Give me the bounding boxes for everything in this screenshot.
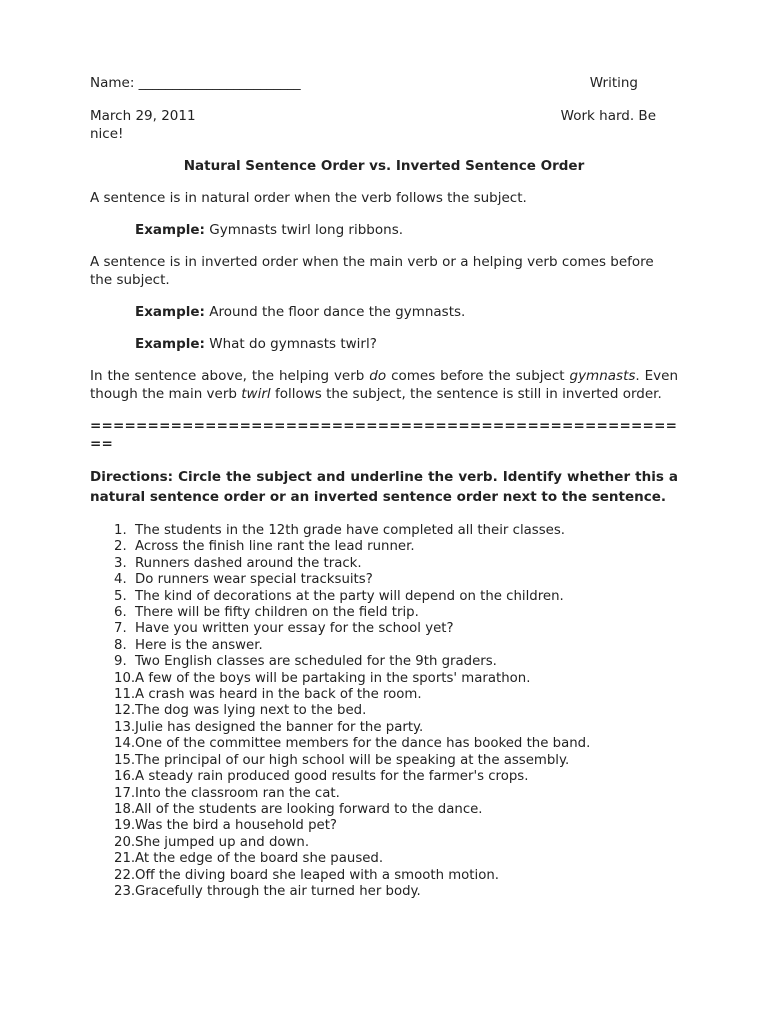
subject-label: Writing <box>589 75 638 91</box>
list-item <box>90 769 678 785</box>
directions: Directions: Circle the subject and underline the verb. Identify whether this a natural sentence order or an inverted sentence order next to the sentence. <box>90 469 678 505</box>
list-item <box>90 671 678 687</box>
header-row-1 <box>90 74 678 92</box>
item-number: 6. <box>114 605 127 621</box>
item-number: 22. <box>114 867 136 883</box>
list-item <box>90 802 678 818</box>
item-number: 21. <box>114 851 136 867</box>
item-text: A crash was heard in the back of the room. <box>135 687 422 703</box>
do-word: do <box>369 368 387 384</box>
natural-definition: A sentence is in natural order when the verb follows the subject. <box>90 190 527 206</box>
item-text: The kind of decorations at the party will depend on the children. <box>135 588 564 604</box>
motto-part1: Work hard. Be <box>560 108 656 124</box>
inverted-example-2 <box>90 335 678 353</box>
item-number: 7. <box>114 621 127 637</box>
example-text: Gymnasts twirl long ribbons. <box>209 222 404 238</box>
list-item <box>90 884 678 900</box>
header-row-3 <box>90 125 678 143</box>
worksheet-page <box>90 74 678 900</box>
item-number: 18. <box>114 801 136 817</box>
list-item <box>90 720 678 736</box>
item-number: 1. <box>114 523 127 538</box>
explanation-part2: comes before the subject <box>386 368 570 384</box>
item-text: One of the committee members for the dance has booked the band. <box>135 736 591 752</box>
item-number: 14. <box>114 736 136 752</box>
item-number: 10. <box>114 670 136 686</box>
list-item <box>90 703 678 719</box>
item-text: The dog was lying next to the bed. <box>135 703 367 719</box>
item-text: Gracefully through the air turned her body. <box>135 883 421 899</box>
inverted-example-1 <box>90 303 678 321</box>
item-text: Do runners wear special tracksuits? <box>135 572 373 588</box>
list-item <box>90 736 678 752</box>
list-item <box>90 818 678 834</box>
item-number: 19. <box>114 818 136 834</box>
inverted-definition: A sentence is in inverted order when the main verb or a helping verb comes before the subject. <box>90 254 654 288</box>
item-text: Julie has designed the banner for the party. <box>135 719 424 735</box>
natural-example <box>90 221 678 239</box>
item-text: All of the students are looking forward to the dance. <box>135 801 483 817</box>
item-number: 12. <box>114 703 136 719</box>
sentence-list <box>90 523 678 900</box>
item-text: There will be fifty children on the field trip. <box>135 605 419 621</box>
example-label: Example: <box>135 336 205 352</box>
item-text: She jumped up and down. <box>135 834 310 850</box>
item-text: A steady rain produced good results for the farmer's crops. <box>135 769 529 785</box>
item-number: 11. <box>114 687 136 703</box>
page-title: Natural Sentence Order vs. Inverted Sentence Order <box>183 158 585 174</box>
item-number: 3. <box>114 555 127 571</box>
item-number: 8. <box>114 637 127 653</box>
list-item <box>90 621 678 637</box>
item-number: 16. <box>114 769 136 785</box>
item-text: The principal of our high school will be speaking at the assembly. <box>135 752 570 768</box>
example-text: Around the floor dance the gymnasts. <box>209 304 466 320</box>
item-text: A few of the boys will be partaking in the sports' marathon. <box>135 670 531 686</box>
example-label: Example: <box>135 222 205 238</box>
list-item <box>90 638 678 654</box>
example-text: What do gymnasts twirl? <box>209 336 377 352</box>
list-item <box>90 539 678 555</box>
motto-part2: nice! <box>90 126 124 142</box>
gymnasts-word: gymnasts <box>569 368 636 384</box>
list-item <box>90 556 678 572</box>
item-text: The students in the 12th grade have completed all their classes. <box>135 523 565 538</box>
explanation-part3: . Even though the main verb <box>90 368 679 402</box>
item-text: Across the finish line rant the lead runner. <box>135 539 415 555</box>
item-text: Here is the answer. <box>135 637 263 653</box>
item-text: Into the classroom ran the cat. <box>135 785 340 801</box>
item-text: Runners dashed around the track. <box>135 555 362 571</box>
item-text: At the edge of the board she paused. <box>135 851 384 867</box>
explanation-paragraph <box>90 367 678 403</box>
item-number: 15. <box>114 752 136 768</box>
item-text: Was the bird a household pet? <box>135 818 337 834</box>
item-number: 2. <box>114 539 127 555</box>
list-item <box>90 786 678 802</box>
list-item <box>90 523 678 539</box>
item-number: 9. <box>114 654 127 670</box>
name-field-label: Name: ________________________ <box>90 75 301 91</box>
item-text: Two English classes are scheduled for the 9th graders. <box>135 654 497 670</box>
header-row-2 <box>90 107 678 125</box>
explanation-part1: In the sentence above, the helping verb <box>90 368 370 384</box>
item-number: 5. <box>114 588 127 604</box>
item-number: 13. <box>114 719 136 735</box>
list-item <box>90 868 678 884</box>
item-text: Off the diving board she leaped with a smooth motion. <box>135 867 500 883</box>
separator-line: ===================================================== <box>90 418 678 452</box>
list-item <box>90 654 678 670</box>
explanation-part4: follows the subject, the sentence is still in inverted order. <box>270 386 662 402</box>
item-number: 20. <box>114 834 136 850</box>
item-number: 4. <box>114 572 127 588</box>
list-item <box>90 572 678 588</box>
list-item <box>90 851 678 867</box>
item-number: 23. <box>114 883 136 899</box>
item-number: 17. <box>114 785 136 801</box>
list-item <box>90 687 678 703</box>
twirl-word: twirl <box>241 386 271 402</box>
list-item <box>90 835 678 851</box>
list-item <box>90 753 678 769</box>
list-item <box>90 589 678 605</box>
item-text: Have you written your essay for the school yet? <box>135 621 454 637</box>
list-item <box>90 605 678 621</box>
example-label: Example: <box>135 304 205 320</box>
date-label: March 29, 2011 <box>90 108 196 124</box>
